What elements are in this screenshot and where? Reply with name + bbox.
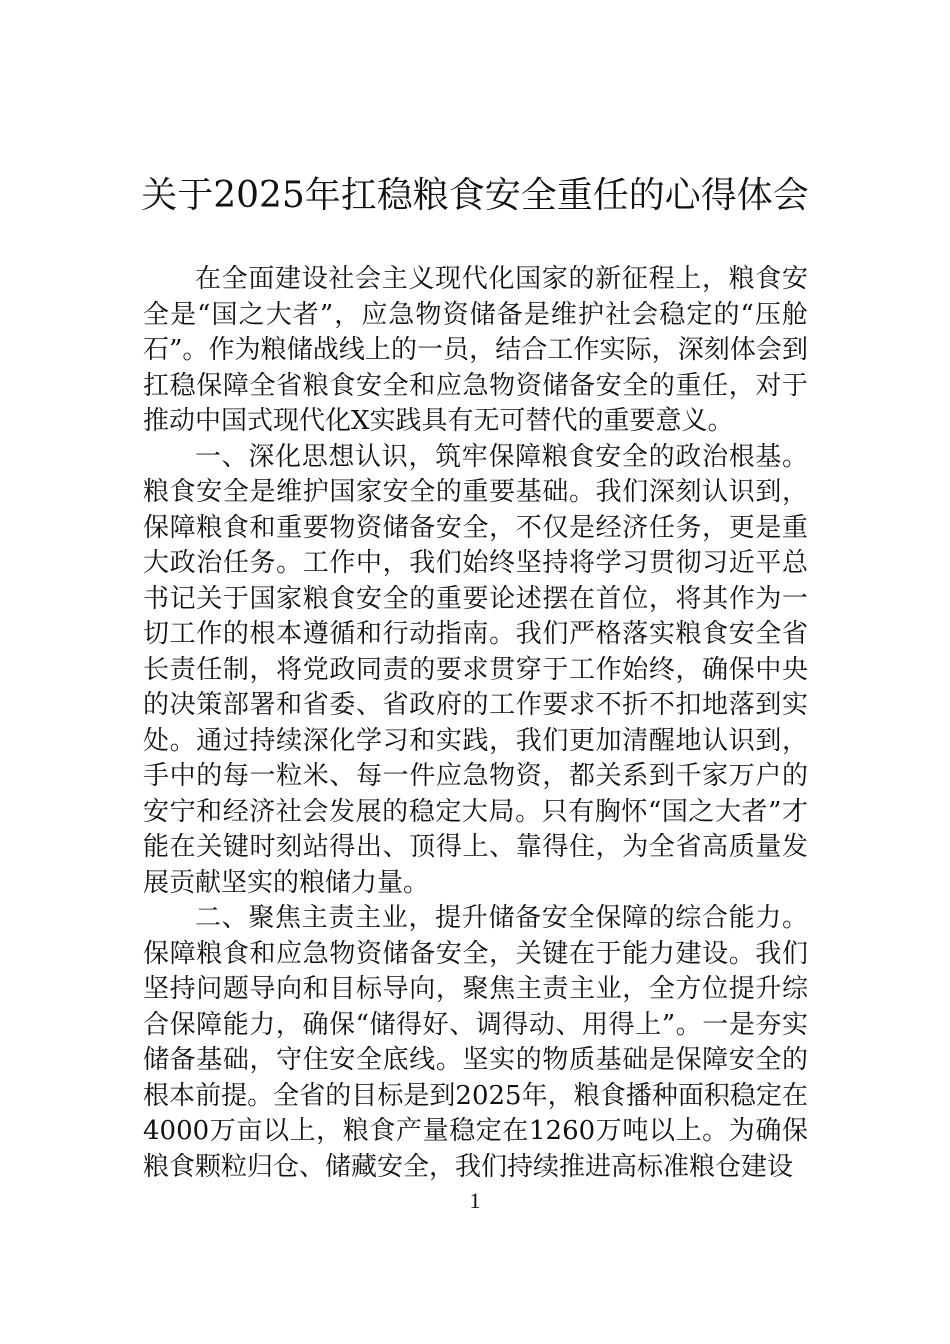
paragraph-section-one <box>143 440 808 902</box>
section-two-text: 保障粮食和应急物资储备安全，关键在于能力建设。我们坚持问题导向和目标导向，聚焦主责主业，全方位提升综合保障能力，确保“储得好、调得动、用得上”。一是夯实储备基础，守住安全底线。坚实的物质基础是保障安全的根本前提。全省的目标是到2025年，粮食播种面积稳定在4000万亩以上，粮食产量稳定在1260万吨以上。为确保粮食颗粒归仓、储藏安全，我们持续推进高标准粮仓建设 <box>143 938 808 1182</box>
document-body <box>143 262 808 1185</box>
section-one-text: 粮食安全是维护国家安全的重要基础。我们深刻认识到，保障粮食和重要物资储备安全，不仅是经济任务，更是重大政治任务。工作中，我们始终坚持将学习贯彻习近平总书记关于国家粮食安全的重要论述摆在首位，将其作为一切工作的根本遵循和行动指南。我们严格落实粮食安全省长责任制，将党政同责的要求贯穿于工作始终，确保中央的决策部署和省委、省政府的工作要求不折不扣地落到实处。通过持续深化学习和实践，我们更加清醒地认识到，手中的每一粒米、每一件应急物资，都关系到千家万户的安宁和经济社会发展的稳定大局。只有胸怀“国之大者”才能在关键时刻站得出、顶得上、靠得住，为全省高质量发展贡献坚实的粮储力量。 <box>143 477 808 898</box>
paragraph-intro-text: 在全面建设社会主义现代化国家的新征程上，粮食安全是“国之大者”，应急物资储备是维护社会稳定的“压舱石”。作为粮储战线上的一员，结合工作实际，深刻体会到扛稳保障全省粮食安全和应急物资储备安全的重任，对于推动中国式现代化X实践具有无可替代的重要意义。 <box>143 264 808 436</box>
document-title: 关于2025年扛稳粮食安全重任的心得体会 <box>141 175 809 216</box>
paragraph-intro <box>143 262 808 440</box>
section-one-heading: 一、深化思想认识，筑牢保障粮食安全的政治根基。 <box>195 441 808 472</box>
section-two-heading: 二、聚焦主责主业，提升储备安全保障的综合能力。 <box>195 903 808 933</box>
paragraph-section-two <box>143 901 808 1185</box>
page-number: 1 <box>469 1188 481 1213</box>
